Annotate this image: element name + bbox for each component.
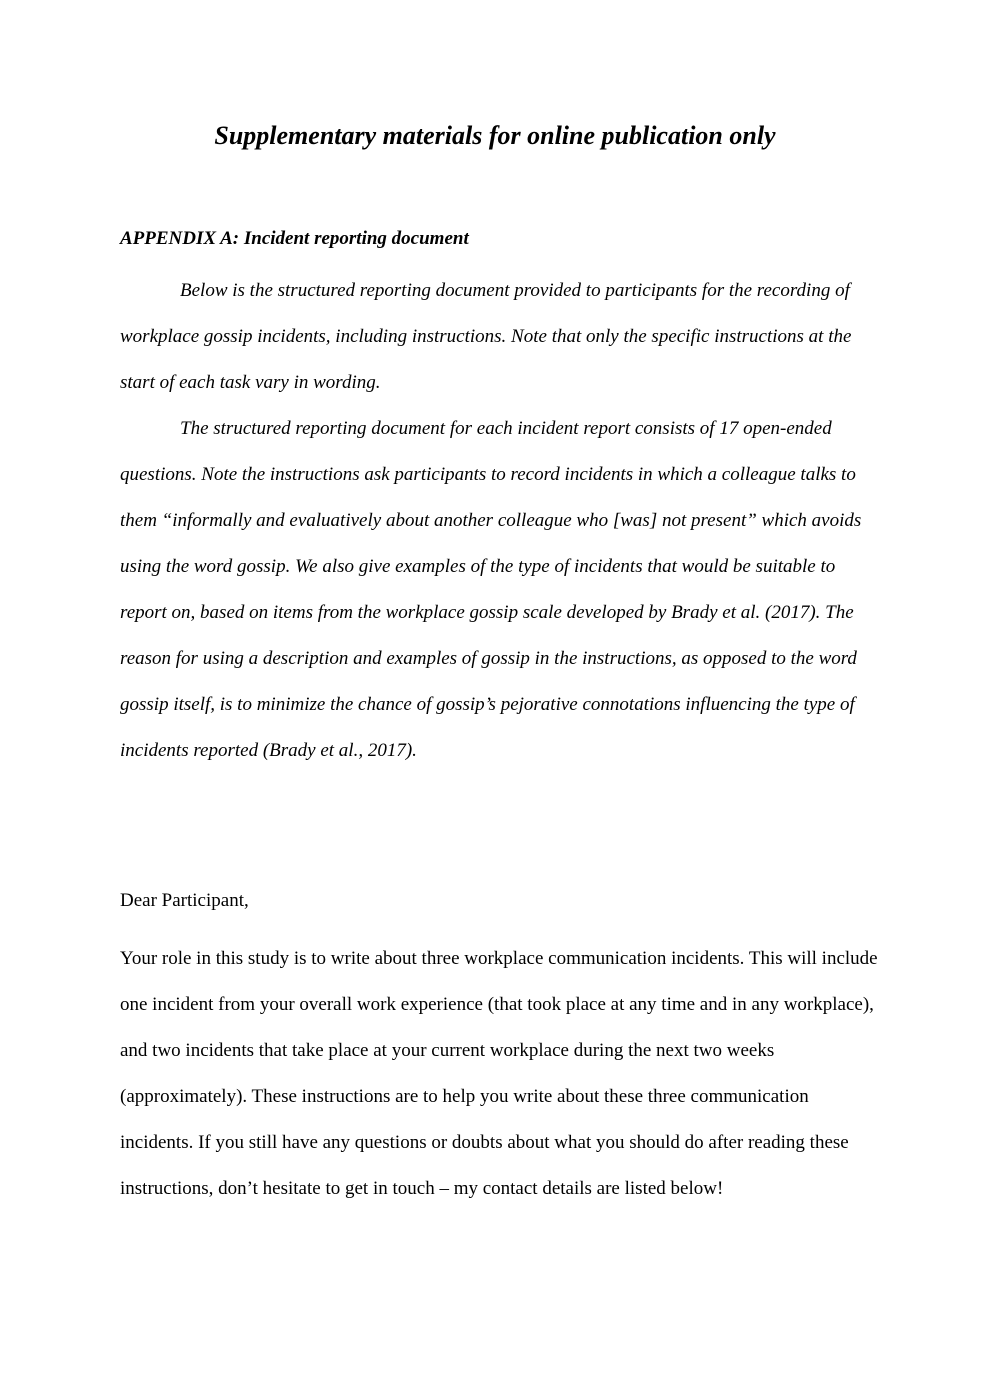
participant-letter xyxy=(120,878,880,1212)
letter-salutation: Dear Participant, xyxy=(120,890,249,911)
intro-paragraph-2: The structured reporting document for each incident report consists of 17 open-ended questions. Note the instructions ask participants to record incidents in which a colleague talks to them “informally and evaluatively about another colleague who [was] not present” which avoids using the word gossip. We also give examples of the type of incidents that would be suitable to report on, based on items from the workplace gossip scale developed by Brady et al. (2017). The reason for using a description and examples of gossip in the instructions, as opposed to the word gossip itself, is to minimize the chance of gossip’s pejorative connotations influencing the type of incidents reported (Brady et al., 2017). xyxy=(120,418,862,761)
letter-body: Your role in this study is to write about three workplace communication incidents. This will include one incident from your overall work experience (that took place at any time and in any workplace), and two incidents that take place at your current workplace during the next two weeks (approximately). These instructions are to help you write about these three communication incidents. If you still have any questions or doubts about what you should do after reading these instructions, don’t hesitate to get in touch – my contact details are listed below! xyxy=(120,948,878,1199)
appendix-intro xyxy=(120,268,880,774)
intro-paragraph-1: Below is the structured reporting document provided to participants for the recording of workplace gossip incidents, including instructions. Note that only the specific instructions at the start of each task vary in wording. xyxy=(120,280,852,393)
appendix-heading: APPENDIX A: Incident reporting document xyxy=(120,228,469,249)
document-title: Supplementary materials for online publication only xyxy=(214,121,776,150)
